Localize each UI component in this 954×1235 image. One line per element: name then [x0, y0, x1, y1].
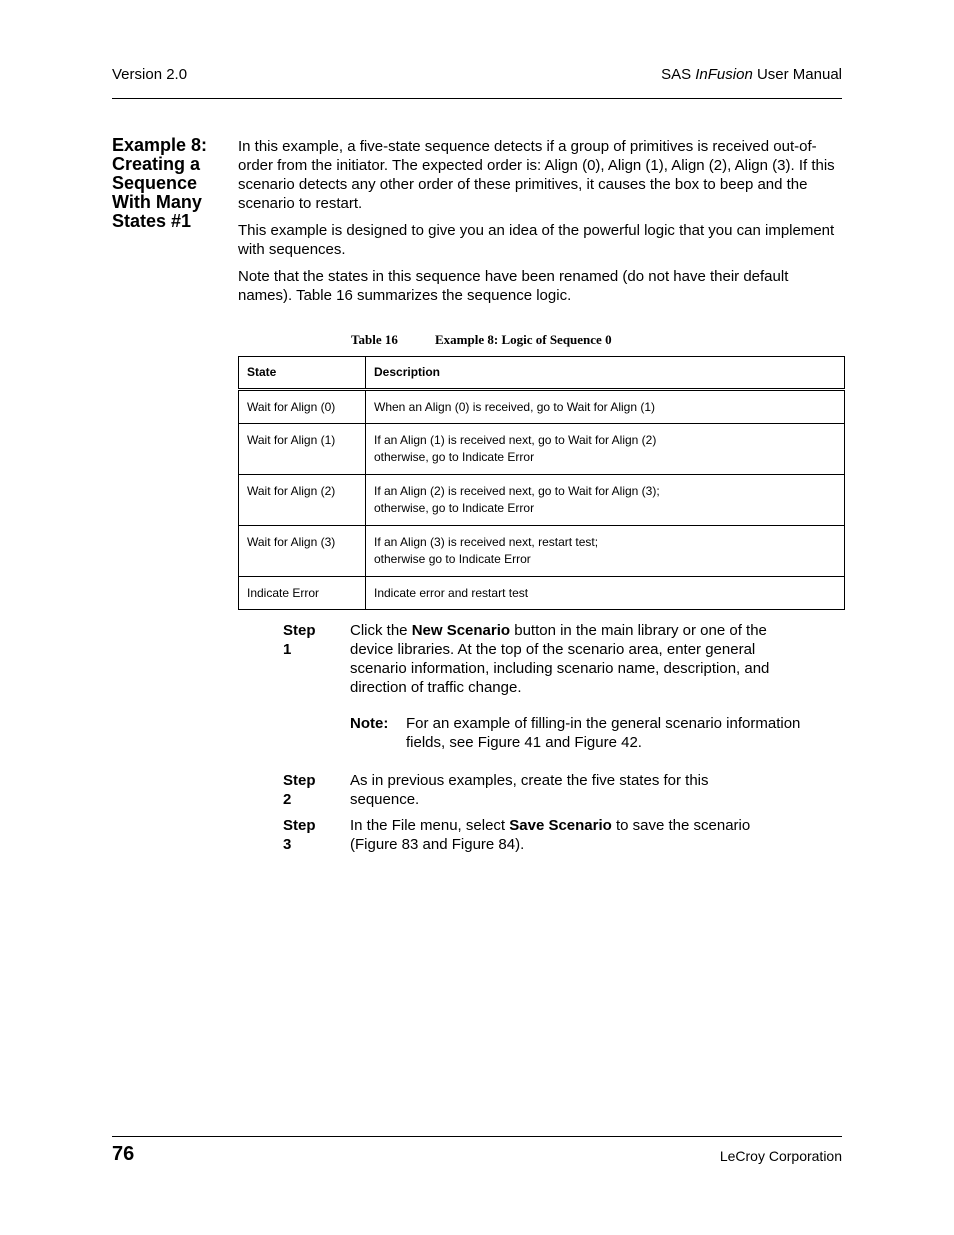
description-cell: [366, 424, 845, 475]
table-row: [239, 390, 845, 424]
step-text: [350, 621, 790, 697]
step-text-plain: Click the: [350, 622, 412, 639]
body-paragraph: This example is designed to give you an idea of the powerful logic that you can implement with sequences.: [238, 222, 835, 258]
column-header-state: State: [239, 357, 366, 390]
description-line: otherwise, go to Indicate Error: [374, 450, 535, 464]
table-row: [239, 526, 845, 577]
step-text: [350, 816, 790, 854]
table-header-row: [239, 357, 845, 390]
table-row: [239, 424, 845, 475]
header-rule: [112, 98, 842, 99]
note-line-1: [350, 714, 820, 733]
step-text-plain: to save the scenario (Figure 83 and Figure 84).: [350, 817, 751, 853]
header-manual-title: [661, 66, 842, 83]
state-cell: Indicate Error: [239, 577, 366, 610]
state-cell: Wait for Align (1): [239, 424, 366, 475]
manual-title-product: InFusion: [695, 66, 753, 83]
page-number: 76: [112, 1143, 135, 1165]
note-label: Note:: [350, 715, 389, 732]
footer-rule: [112, 1136, 842, 1137]
heading-line: Sequence: [112, 173, 198, 193]
state-cell: Wait for Align (2): [239, 475, 366, 526]
body-paragraph: Note that the states in this sequence have been renamed (do not have their default names). Table 16 summarizes the sequence logic.: [238, 268, 789, 304]
step-label: Step 3: [283, 817, 316, 853]
step-label: Step 1: [283, 622, 316, 658]
header-version: Version 2.0: [112, 66, 188, 83]
description-line: If an Align (3) is received next, restart test;: [374, 535, 599, 549]
step-text-plain: In the File menu, select: [350, 817, 510, 834]
step-label: Step 2: [283, 772, 316, 808]
section-heading: [112, 136, 224, 231]
step-text-plain: button in the main library or one of the device libraries. At the top of the scenario area, enter general scenario information, including scenario name, description, and direction of traffic change.: [350, 622, 770, 696]
description-cell: [366, 390, 845, 424]
heading-line: With Many: [112, 192, 202, 212]
body-paragraph: In this example, a five-state sequence detects if a group of primitives is received out-of-order from the initiator. The expected order is: Align (0), Align (1), Align (2), Align (3). If this scenario detects any other order of these primitives, it causes the box to beep and the scenario to restart.: [238, 138, 835, 212]
sequence-logic-table: [238, 356, 845, 610]
description-line: Indicate error and restart test: [374, 586, 529, 600]
table-caption-number: Table 16: [351, 332, 398, 347]
state-cell: Wait for Align (0): [239, 390, 366, 424]
step-text-bold: New Scenario: [411, 622, 511, 639]
step-text-plain: As in previous examples, create the five states for this sequence.: [350, 772, 709, 808]
step-text-bold: Save Scenario: [509, 817, 612, 834]
note-line-2: fields, see Figure 41 and Figure 42.: [406, 734, 642, 751]
description-cell: [366, 577, 845, 610]
step-text: [350, 771, 740, 809]
state-cell: Wait for Align (3): [239, 526, 366, 577]
description-line: If an Align (2) is received next, go to Wait for Align (3);: [374, 484, 660, 498]
table-caption-title: Example 8: Logic of Sequence 0: [435, 332, 612, 347]
note-block: [350, 714, 820, 752]
table-row: [239, 577, 845, 610]
description-line: otherwise, go to Indicate Error: [374, 501, 535, 515]
note-text: For an example of filling-in the general scenario information: [406, 715, 801, 732]
description-cell: [366, 526, 845, 577]
description-line: If an Align (1) is received next, go to Wait for Align (2): [374, 433, 657, 447]
description-line: otherwise go to Indicate Error: [374, 552, 531, 566]
heading-line: Example 8:: [112, 135, 208, 155]
section-body: [238, 137, 844, 313]
heading-line: Creating a: [112, 154, 201, 174]
description-cell: [366, 475, 845, 526]
manual-title-prefix: SAS: [661, 66, 696, 83]
footer-company: LeCroy Corporation: [719, 1148, 842, 1164]
heading-line: States #1: [112, 211, 192, 231]
column-header-description: Description: [366, 357, 845, 390]
manual-title-suffix: User Manual: [752, 66, 842, 83]
description-line: When an Align (0) is received, go to Wait for Align (1): [374, 400, 656, 414]
table-caption: [351, 332, 612, 348]
table-row: [239, 475, 845, 526]
